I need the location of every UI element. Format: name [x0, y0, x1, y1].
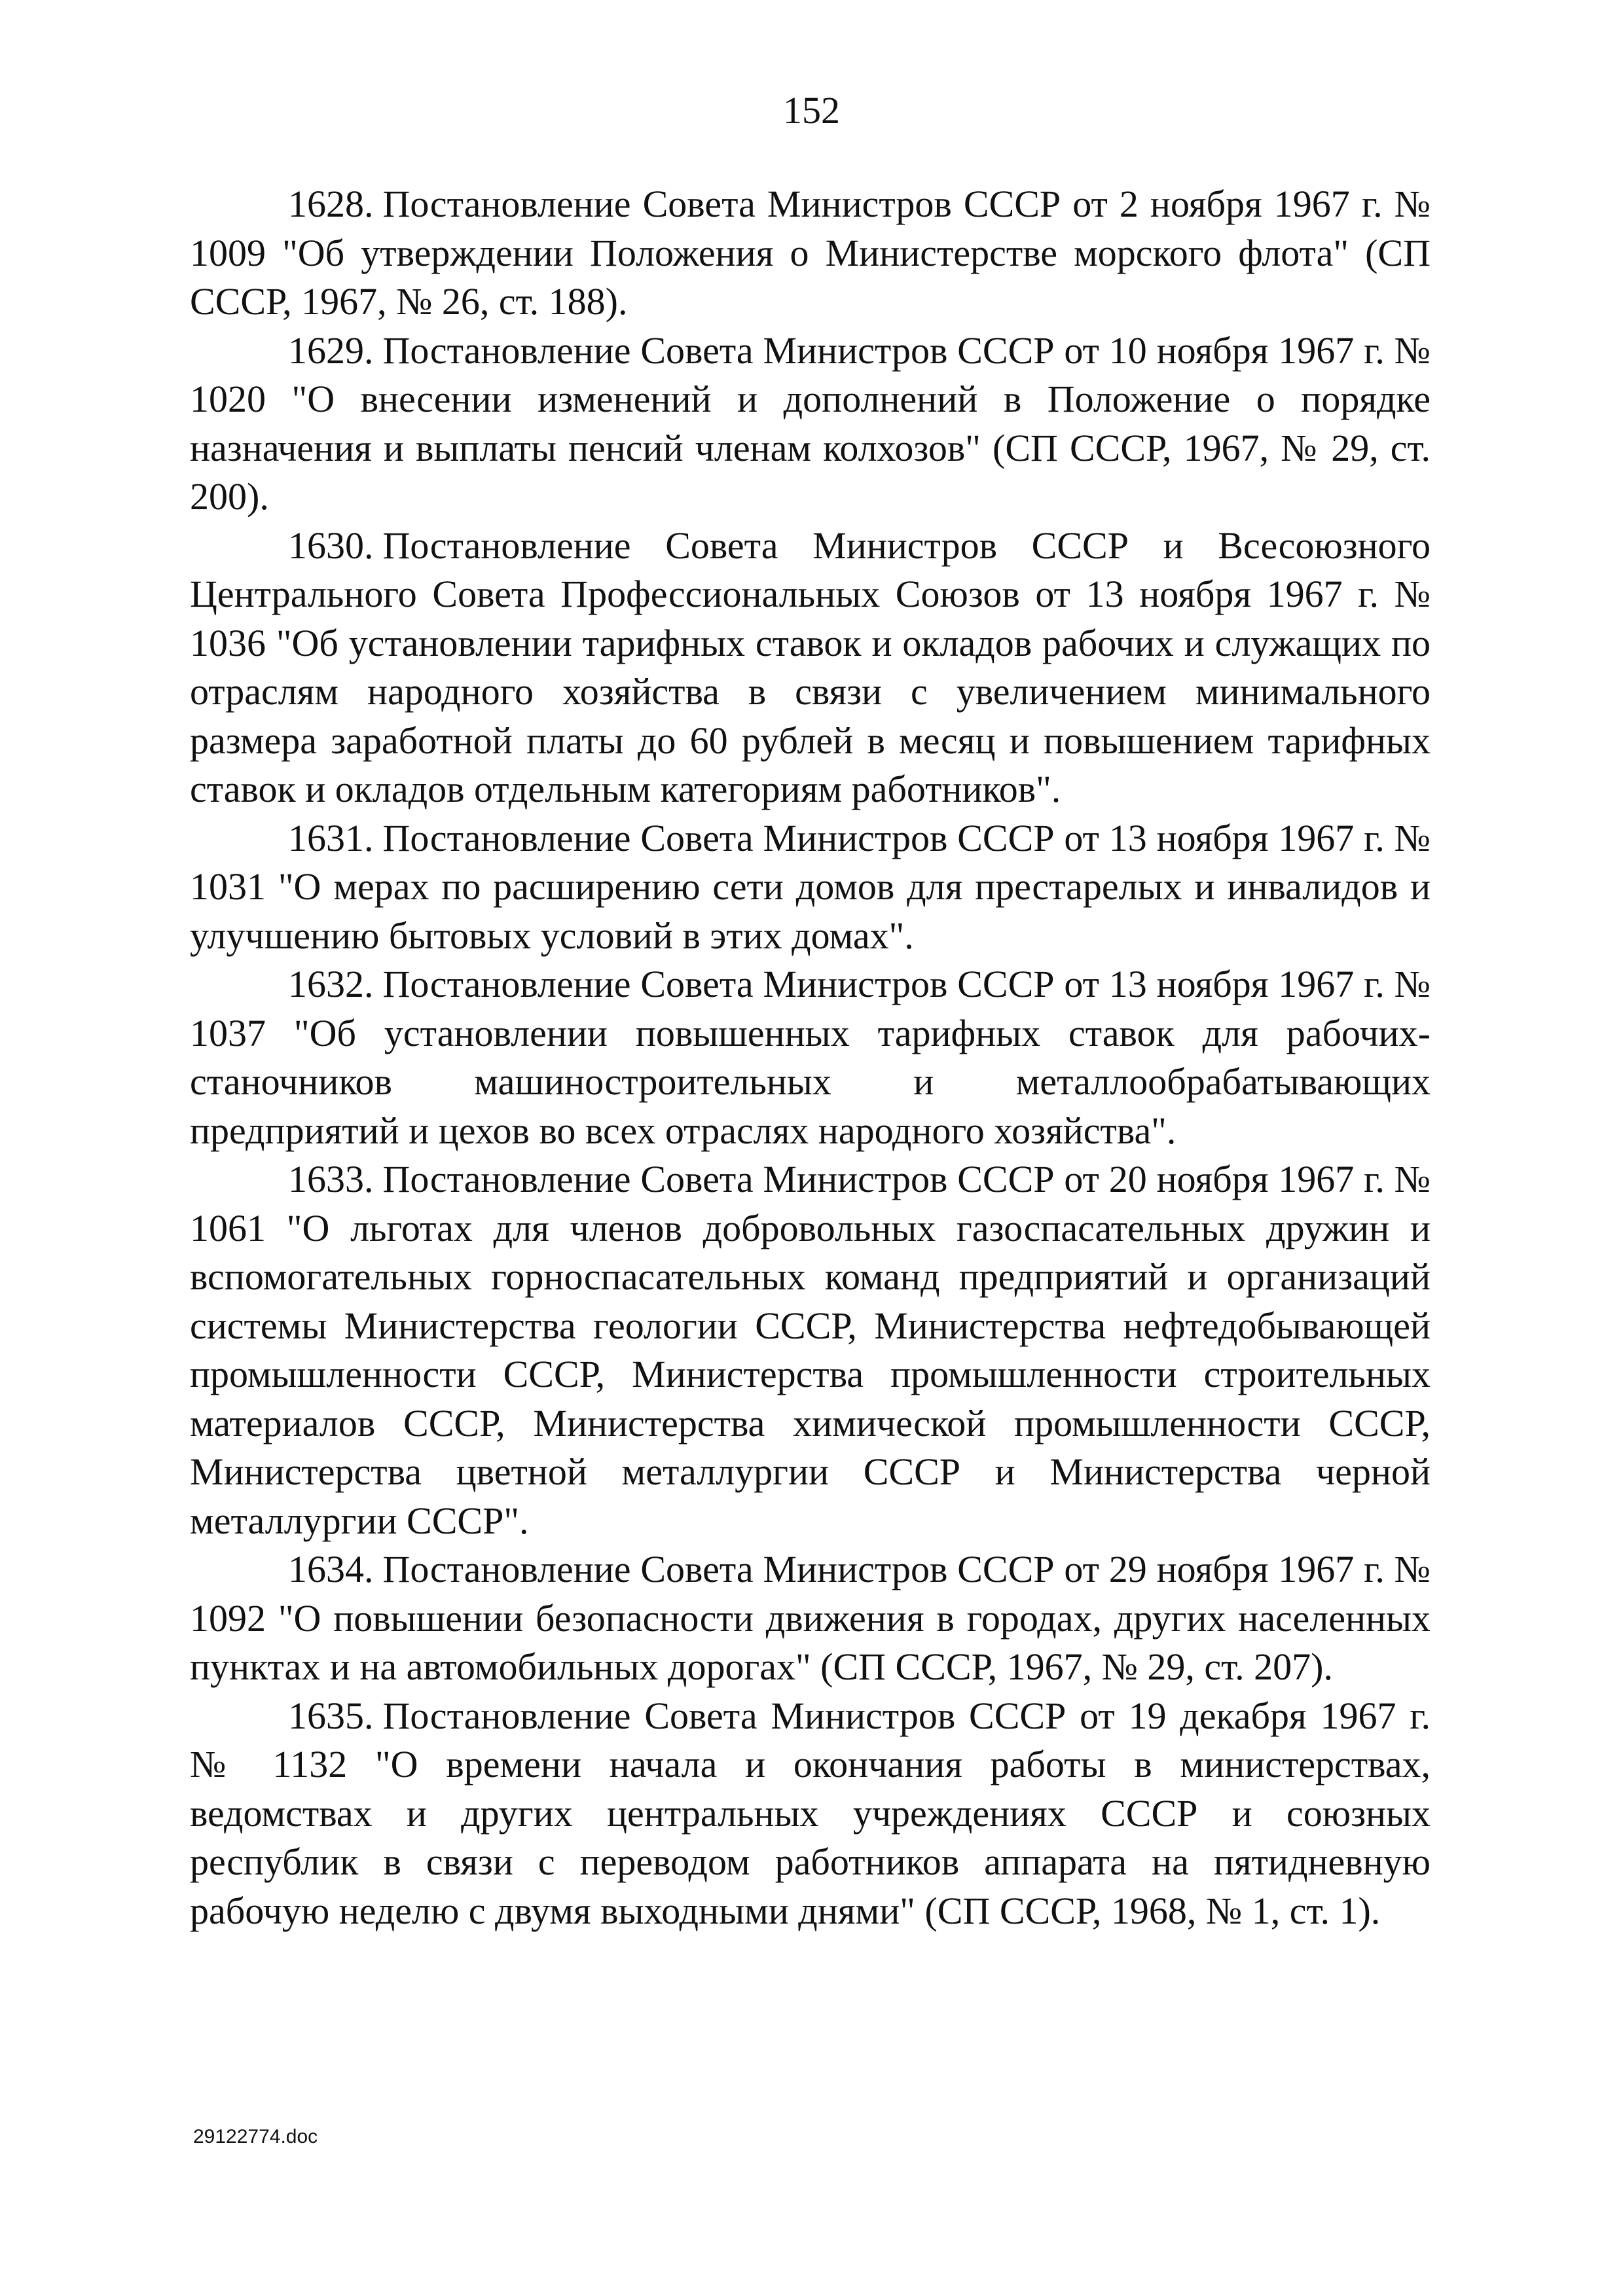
entry-text: Постановление Совета Министров СССР от 19 декабря 1967 г. № 1132 "О времени начала и окончания работы в министерствах, ведомствах и других центральных учреждениях СССР и союзных республик в связи с переводом работников аппарата на пятидневную рабочую неделю с двумя выходными днями" (СП СССР, 1968, № 1, ст. 1). [190, 1694, 1431, 1932]
entry-text: Постановление Совета Министров СССР и Всесоюзного Центрального Совета Профессиональных Союзов от 13 ноября 1967 г. № 1036 "Об установлении тарифных ставок и окладов рабочих и служащих по отраслям народного хозяйства в связи с увеличением минимального размера заработной платы до 60 рублей в месяц и повышением тарифных ставок и окладов отдельным категориям работников". [190, 524, 1431, 810]
entry-number: 1635. [288, 1694, 374, 1737]
list-item [190, 960, 1431, 1155]
list-item [190, 180, 1431, 327]
entry-number: 1629. [288, 329, 374, 372]
entry-number: 1630. [288, 524, 374, 567]
list-item [190, 1545, 1431, 1692]
page-number: 152 [783, 89, 840, 132]
list-item [190, 522, 1431, 814]
entry-number: 1628. [288, 183, 374, 225]
entry-number: 1634. [288, 1548, 374, 1590]
document-body [190, 180, 1431, 1935]
entry-text: Постановление Совета Министров СССР от 13 ноября 1967 г. № 1031 "О мерах по расширению сети домов для престарелых и инвалидов и улучшению бытовых условий в этих домах". [190, 816, 1431, 957]
entry-number: 1631. [288, 816, 374, 859]
list-item [190, 814, 1431, 961]
footer-filename: 29122774.doc [193, 2126, 318, 2147]
entry-text: Постановление Совета Министров СССР от 29 ноября 1967 г. № 1092 "О повышении безопасности движения в городах, других населенных пунктах и на автомобильных дорогах" (СП СССР, 1967, № 29, ст. 207). [190, 1548, 1431, 1688]
entry-text: Постановление Совета Министров СССР от 13 ноября 1967 г. № 1037 "Об установлении повышенных тарифных ставок для рабочих-станочников машиностроительных и металлообрабатывающих предприятий и цехов во всех отраслях народного хозяйства". [190, 963, 1431, 1152]
entry-text: Постановление Совета Министров СССР от 10 ноября 1967 г. № 1020 "О внесении изменений и дополнений в Положение о порядке назначения и выплаты пенсий членам колхозов" (СП СССР, 1967, № 29, ст. 200). [190, 329, 1431, 518]
entry-text: Постановление Совета Министров СССР от 20 ноября 1967 г. № 1061 "О льготах для членов добровольных газоспасательных дружин и вспомогательных горноспасательных команд предприятий и организаций системы Министерства геологии СССР, Министерства нефтедобывающей промышленности СССР, Министерства промышленности строительных материалов СССР, Министерства химической промышленности СССР, Министерства цветной металлургии СССР и Министерства черной металлургии СССР". [190, 1158, 1431, 1542]
entry-text: Постановление Совета Министров СССР от 2 ноября 1967 г. № 1009 "Об утверждении Положения о Министерстве морского флота" (СП СССР, 1967, № 26, ст. 188). [190, 183, 1431, 323]
list-item [190, 1155, 1431, 1545]
entry-number: 1633. [288, 1158, 374, 1200]
list-item [190, 327, 1431, 522]
list-item [190, 1692, 1431, 1936]
entry-number: 1632. [288, 963, 374, 1005]
